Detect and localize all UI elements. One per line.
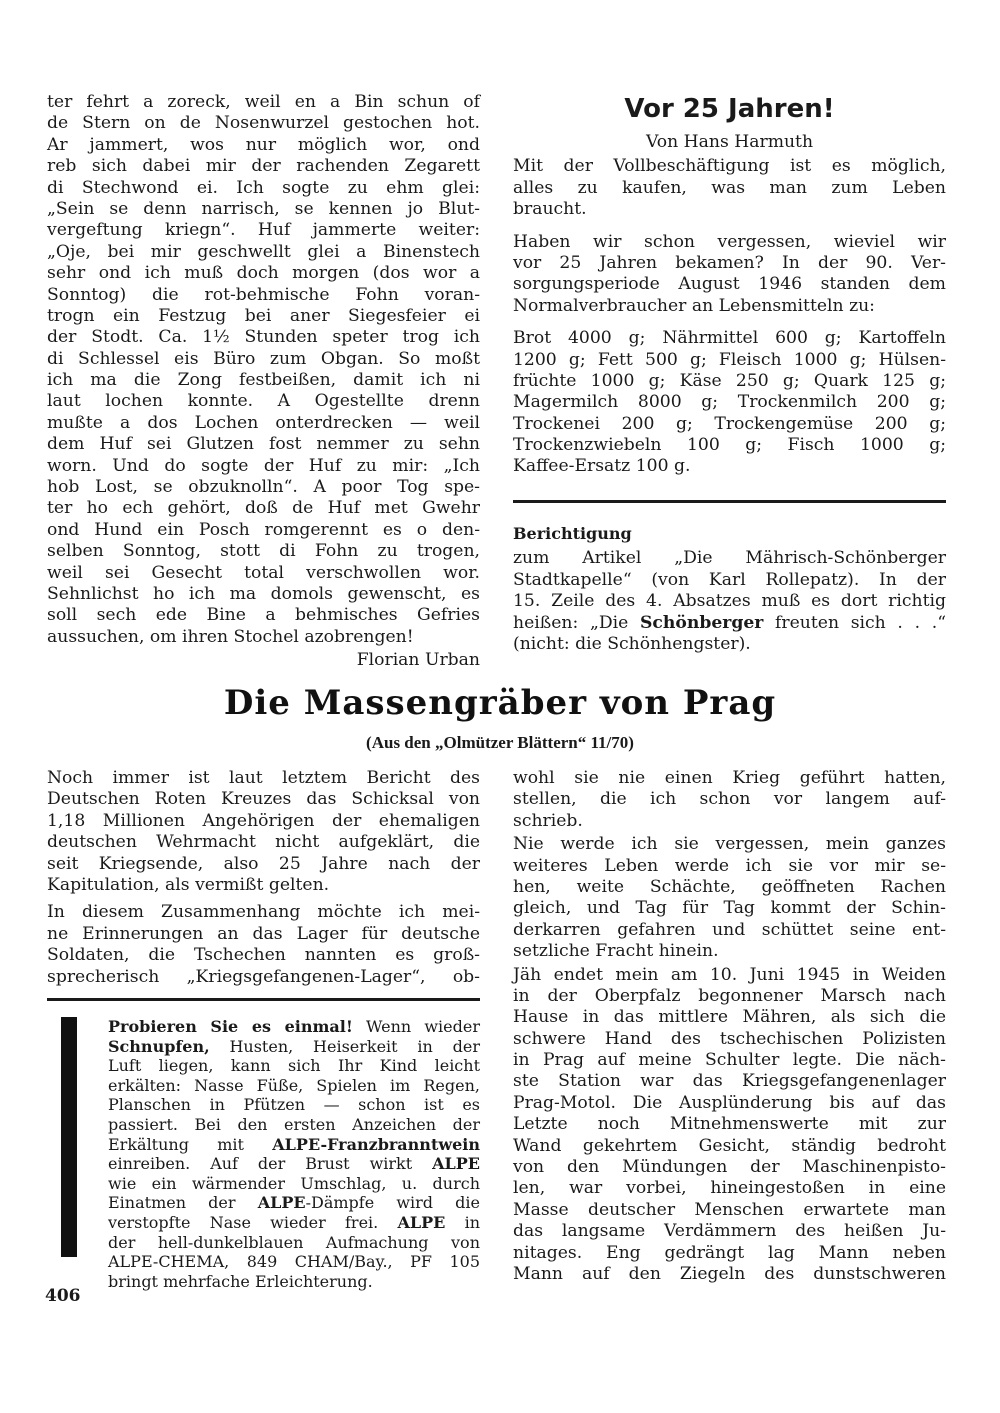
correction-notice	[513, 523, 946, 655]
rations-line: Kaffee-Ersatz 100 g.	[513, 456, 691, 477]
text-line: di Stechwond ei. Ich sogte zu ehm glei:	[47, 177, 480, 198]
text-line: aussuchen, om ihren Stochel azobrengen!	[47, 626, 414, 647]
text-line: schrieb.	[513, 810, 583, 831]
text-line	[108, 1213, 480, 1233]
advertisement	[108, 1017, 480, 1291]
text-line: in Prag auf meine Schulter legte. Die näch-	[513, 1050, 946, 1071]
text-line: Letzte noch Mitnehmenswerte mit zur	[513, 1114, 946, 1135]
text-line: (nicht: die Schönhengster).	[513, 633, 751, 654]
correction-heading: Berichtigung	[513, 524, 632, 543]
ad-accent-bar	[61, 1017, 77, 1257]
rations-line: Magermilch 8000 g; Trockenmilch 200 g;	[513, 392, 946, 413]
vor25-article	[513, 92, 946, 478]
ad-headline: Probieren Sie es einmal!	[108, 1017, 353, 1036]
text-line: zum Artikel „Die Mährisch-Schönberger	[513, 548, 946, 569]
brand-name: ALPE	[432, 1154, 480, 1174]
text-line	[108, 1193, 480, 1213]
text-line: braucht.	[513, 199, 587, 220]
brand-name: ALPE-Franzbranntwein	[272, 1134, 480, 1154]
text-line: reb sich dabei mir der rachenden Zegarett	[47, 156, 480, 177]
text-line	[108, 1154, 480, 1174]
text-line: Stadtkapelle“ (von Karl Rollepatz). In der	[513, 569, 946, 590]
text-line: ond Hund ein Posch romgerennt es o den-	[47, 519, 480, 540]
rations-line: früchte 1000 g; Käse 250 g; Quark 125 g;	[513, 370, 946, 391]
text-line: Soldaten, die Tschechen nannten es groß-	[47, 945, 480, 966]
vor25-byline: Von Hans Harmuth	[645, 132, 814, 152]
text-line: di Schlessel eis Büro zum Obgan. So moßt	[47, 348, 480, 369]
text-line	[513, 613, 946, 634]
text-line: der Stodt. Ca. 1½ Stunden speter trog ich	[47, 327, 480, 348]
text-line: trogn ein Festzug bei aner Siegesfeier ei	[47, 305, 480, 326]
text-line: worn. Und do sogte der Huf zu mir: „Ich	[47, 455, 480, 476]
text-line	[108, 1037, 480, 1057]
text-line: „Sein se denn narrisch, se kennen jo Blut-	[47, 198, 480, 219]
rations-line: Trockenzwiebeln 100 g; Fisch 1000 g;	[513, 435, 946, 456]
article-right-column	[513, 768, 946, 1285]
text-line: „Oje, bei mir geschwellt glei a Binenstech	[47, 241, 480, 262]
text-line: Kapitulation, als vermißt gelten.	[47, 874, 330, 895]
text-line: hen, weite Schächte, geöffneten Rachen	[513, 876, 946, 897]
text-fragment: Einatmen der	[108, 1193, 258, 1213]
dialect-story	[47, 92, 480, 672]
article-left-column	[47, 768, 480, 988]
text-line: von den Mündungen der Maschinenpisto-	[513, 1157, 946, 1178]
text-line: wie ein wärmender Umschlag, u. durch	[108, 1173, 480, 1193]
text-line: vergeftung kriegn“. Huf jammerte weiter:	[47, 220, 480, 241]
text-line: sprecherisch „Kriegsgefangenen-Lager“, ob-	[47, 966, 480, 987]
text-line	[108, 1017, 480, 1037]
brand-name: ALPE	[397, 1212, 446, 1232]
article-title: Die Massengräber von Prag	[223, 683, 777, 723]
text-line: schwere Hand des tschechischen Polizisten	[513, 1028, 946, 1049]
text-line: derkarren gefahren und schüttet seine ent-	[513, 919, 946, 940]
text-fragment: verstopfte Nase wieder frei.	[108, 1212, 398, 1232]
emphasis-text: Schönberger	[640, 612, 764, 633]
page-number: 406	[45, 1286, 81, 1306]
text-line: passiert. Bei den ersten Anzeichen der	[108, 1114, 480, 1134]
text-line: seit Kriegsende, also 25 Jahre nach der	[47, 853, 480, 874]
text-line: Mann auf den Ziegeln des dunstschweren	[513, 1263, 946, 1284]
text-line: in der Oberpfalz begonnener Marsch nach	[513, 985, 946, 1006]
text-line: weil sei Gesecht total verschwollen wor.	[47, 562, 480, 583]
text-line: alles zu kaufen, was man zum Leben	[513, 177, 946, 198]
text-line: Ar jammert, wos nur möglich wor, ond	[47, 134, 480, 155]
text-line: Mit der Vollbeschäftigung ist es möglich,	[513, 156, 946, 177]
rations-line: Trockenei 200 g; Trockengemüse 200 g;	[513, 413, 946, 434]
text-line: ALPE-CHEMA, 849 CHAM/Bay., PF 105	[108, 1252, 480, 1272]
text-line	[108, 1135, 480, 1155]
text-line: Sonntog) die rot-behmische Fohn voran-	[47, 284, 480, 305]
text-line: Normalverbraucher an Lebensmitteln zu:	[513, 295, 875, 316]
section-divider	[513, 500, 946, 503]
text-line: Deutschen Roten Kreuzes das Schicksal von	[47, 789, 480, 810]
text-line: hob Lost, se obzuknolln“. A poor Tog spe-	[47, 477, 480, 498]
text-fragment: Husten, Heiserkeit in der	[209, 1036, 480, 1056]
text-fragment: Erkältung mit	[108, 1134, 273, 1154]
text-line: weiteres Leben werde ich sie vor mir se-	[513, 855, 946, 876]
text-line: ter fehrt a zoreck, weil en a Bin schun of	[47, 92, 480, 112]
text-line: gleich, und Tag für Tag kommt der Schin-	[513, 898, 946, 919]
text-line: ter ho ech gehört, doß de Huf met Gwehr	[47, 498, 480, 519]
text-line: Hause in das mittlere Mähren, als sich die	[513, 1007, 946, 1028]
text-line: dem Huf sei Glutzen fost nemmer zu sehn	[47, 434, 480, 455]
text-line: In diesem Zusammenhang möchte ich mei-	[47, 902, 480, 923]
text-line: 15. Zeile des 4. Absatzes muß es dort richtig	[513, 591, 946, 612]
text-line: ne Erinnerungen an das Lager für deutsche	[47, 923, 480, 944]
text-line: vor 25 Jahren bekamen? In der 90. Ver-	[513, 252, 946, 273]
text-fragment: freuten sich . . .“	[763, 612, 946, 633]
text-line: Jäh endet mein am 10. Juni 1945 in Weiden	[513, 964, 946, 985]
text-line: Masse deutscher Menschen erwartete man	[513, 1199, 946, 1220]
text-line: Prag-Motol. Die Ausplünderung bis auf das	[513, 1092, 946, 1113]
text-fragment: einreiben. Auf der Brust wirkt	[108, 1154, 433, 1174]
text-line: ste Station war das Kriegsgefangenenlager	[513, 1071, 946, 1092]
text-line: ich ma die Zong festbeißen, damit ich ni	[47, 370, 480, 391]
text-line: Luft liegen, kann sich Ihr Kind leicht	[108, 1056, 480, 1076]
text-line: stellen, die ich schon vor langem auf-	[513, 789, 946, 810]
emphasis-text: Schnupfen,	[108, 1036, 210, 1056]
text-line: len, war vorbei, hineingestoßen in eine	[513, 1178, 946, 1199]
rations-list	[513, 328, 946, 478]
text-line: der hell-dunkelblauen Aufmachung von	[108, 1232, 480, 1252]
text-line: das langsame Verdämmern des heißen Ju-	[513, 1221, 946, 1242]
text-line: sehr ond ich muß doch morgen (dos wor a	[47, 263, 480, 284]
text-line: deutschen Wehrmacht nicht aufgeklärt, die	[47, 832, 480, 853]
text-line: laut lochen konnte. A Ogestellte drenn	[47, 391, 480, 412]
text-line: mußte a dos Lochen onterdrecken — weil	[47, 412, 480, 433]
text-line: 1,18 Millionen Angehörigen der ehemaligen	[47, 810, 480, 831]
text-line: Wand gekehrtem Gesicht, ständig bedroht	[513, 1135, 946, 1156]
text-line: Nie werde ich sie vergessen, mein ganzes	[513, 834, 946, 855]
text-line: Planschen in Pfützen — schon ist es	[108, 1095, 480, 1115]
ad-divider	[47, 998, 480, 1001]
text-line: bringt mehrfache Erleichterung.	[108, 1271, 373, 1291]
text-line: erkälten: Nasse Füße, Spielen im Regen,	[108, 1075, 480, 1095]
text-fragment: heißen: „Die	[513, 612, 640, 633]
article-subtitle: (Aus den „Olmützer Blättern“ 11/70)	[366, 733, 634, 752]
text-line: selben Sonntog, stott di Fohn zu trogen,	[47, 541, 480, 562]
text-line: wohl sie nie einen Krieg geführt hatten,	[513, 768, 946, 788]
vor25-title: Vor 25 Jahren!	[624, 94, 835, 124]
text-fragment: -Dämpfe wird die	[305, 1193, 480, 1213]
text-fragment: in	[445, 1212, 480, 1232]
text-line: setzliche Fracht hinein.	[513, 941, 719, 962]
text-line: sorgungsperiode August 1946 standen dem	[513, 274, 946, 295]
text-line: Haben wir schon vergessen, wieviel wir	[513, 231, 946, 252]
author-signature: Florian Urban	[356, 650, 480, 671]
rations-line: 1200 g; Fett 500 g; Fleisch 1000 g; Hülsen-	[513, 349, 946, 370]
text-line: nitages. Eng gedrängt lag Mann neben	[513, 1242, 946, 1263]
rations-line: Brot 4000 g; Nährmittel 600 g; Kartoffeln	[513, 328, 946, 349]
text-line: de Stern on de Nosenwurzel gestochen hot.	[47, 113, 480, 134]
text-line: Noch immer ist laut letztem Bericht des	[47, 768, 480, 788]
text-line: Sehnlichst ho ich ma domols gewenscht, es	[47, 583, 480, 604]
text-line: soll sech ede Bine a behmisches Gefries	[47, 605, 480, 626]
brand-name: ALPE	[257, 1193, 306, 1213]
text-fragment: Wenn wieder	[352, 1017, 480, 1036]
